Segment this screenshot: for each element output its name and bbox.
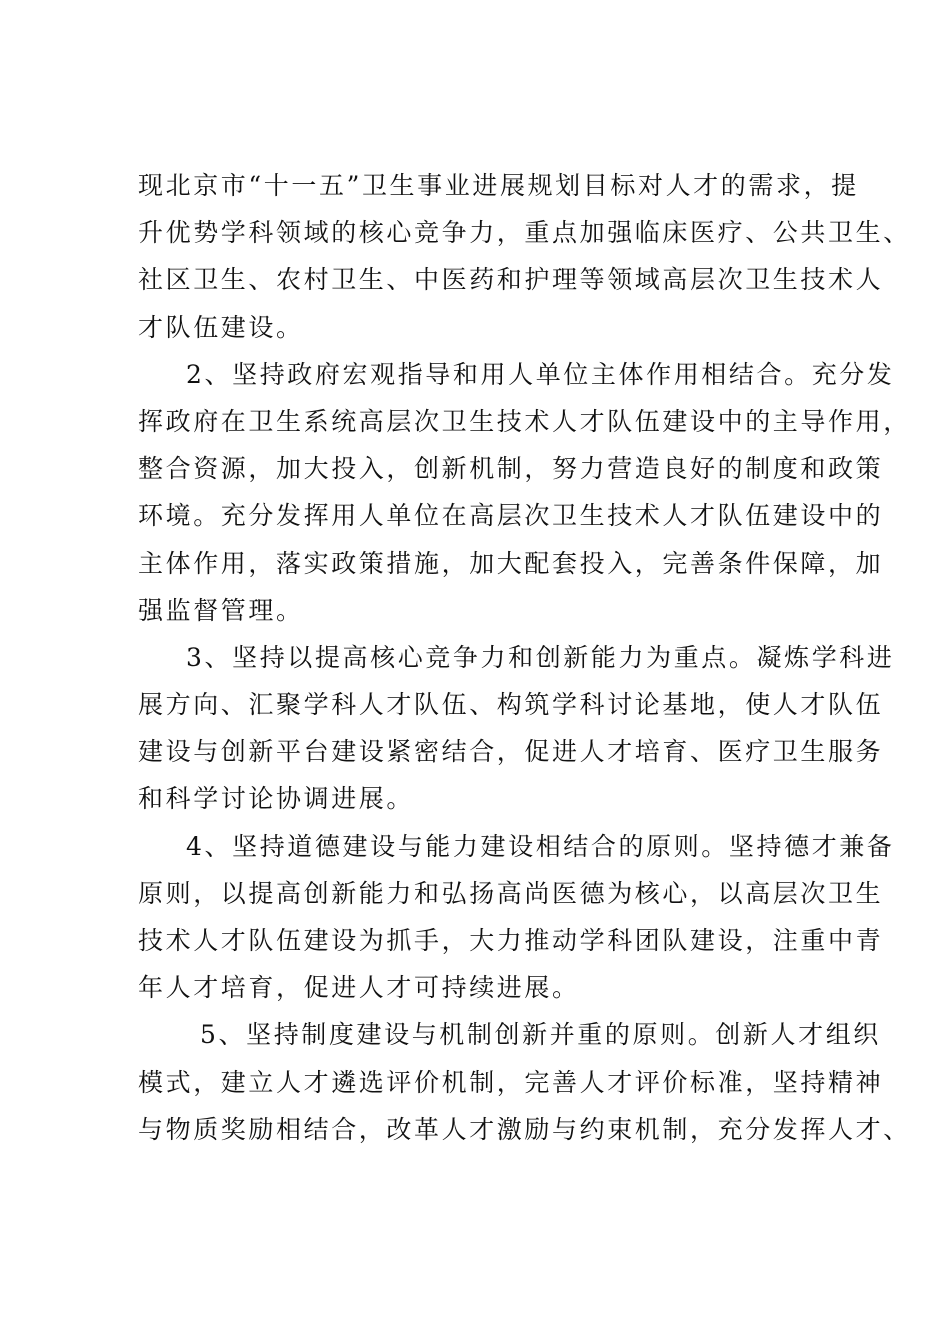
text-line: 现北京市“十一五”卫生事业进展规划目标对人才的需求，提: [138, 171, 859, 200]
paragraph-4-start: 4、坚持道德建设与能力建设相结合的原则。坚持德才兼备: [186, 831, 895, 861]
text-line: 与物质奖励相结合，改革人才激励与约束机制，充分发挥人才、: [138, 1114, 911, 1144]
text-line: 建设与创新平台建设紧密结合，促进人才培育、医疗卫生服务: [138, 737, 884, 767]
text-line: 模式，建立人才遴选评价机制，完善人才评价标准，坚持精神: [138, 1067, 884, 1097]
text-line: 社区卫生、农村卫生、中医药和护理等领域高层次卫生技术人: [138, 265, 884, 295]
text-line: 年人才培育，促进人才可持续进展。: [138, 973, 580, 1003]
text-line: 强监督管理。: [138, 595, 304, 625]
body-text: [138, 162, 911, 1153]
paragraph-3-start: 3、坚持以提高核心竞争力和创新能力为重点。凝炼学科进: [186, 642, 895, 672]
text-line: 升优势学科领域的核心竞争力，重点加强临床医疗、公共卫生、: [138, 218, 911, 248]
text-line: 和科学讨论协调进展。: [138, 784, 415, 814]
text-line: 挥政府在卫生系统高层次卫生技术人才队伍建设中的主导作用，: [138, 406, 911, 436]
text-line: 展方向、汇聚学科人才队伍、构筑学科讨论基地，使人才队伍: [138, 690, 884, 720]
text-line: 才队伍建设。: [138, 312, 304, 342]
paragraph-5-start: 5、坚持制度建设与机制创新并重的原则。创新人才组织: [200, 1020, 881, 1050]
paragraph-2-start: 2、坚持政府宏观指导和用人单位主体作用相结合。充分发: [186, 359, 895, 389]
text-line: 环境。充分发挥用人单位在高层次卫生技术人才队伍建设中的: [138, 501, 884, 531]
text-line: 整合资源，加大投入，创新机制，努力营造良好的制度和政策: [138, 454, 884, 484]
text-line: 主体作用，落实政策措施，加大配套投入，完善条件保障，加: [138, 548, 884, 578]
text-line: 原则，以提高创新能力和弘扬高尚医德为核心，以高层次卫生: [138, 878, 884, 908]
text-line: 技术人才队伍建设为抓手，大力推动学科团队建设，注重中青: [138, 926, 884, 955]
